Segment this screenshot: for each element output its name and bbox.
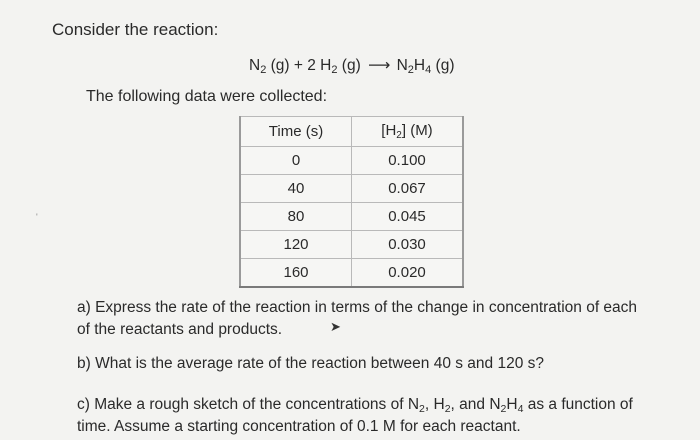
header-concentration: $[H_2]$ (M): [352, 117, 464, 147]
cell-time: 160: [240, 259, 352, 288]
table-row: [240, 203, 463, 231]
data-table: [239, 116, 464, 288]
reactant-state: (g) + 2 H: [266, 57, 332, 74]
table-row: [240, 147, 463, 175]
cell-conc: 0.045: [352, 203, 464, 231]
cell-time: 120: [240, 231, 352, 259]
reactant-n2: $N_2$: [249, 57, 267, 76]
question-c-line2: time. Assume a starting concentration of 0.1 M for each reactant.: [77, 418, 521, 435]
cell-conc: 0.020: [352, 259, 464, 288]
table-row: [240, 231, 463, 259]
table-header-row: [240, 117, 463, 147]
question-a-line2: of the reactants and products.: [77, 321, 283, 338]
header-time: Time (s): [240, 117, 352, 147]
table-row: [240, 175, 463, 203]
reaction-arrow-icon: ⟶: [368, 57, 390, 74]
cell-conc: 0.030: [352, 231, 464, 259]
cell-conc: 0.067: [352, 175, 464, 203]
question-c-line1: c) Make a rough sketch of the concentrations of $N_2$, $H_2$, and $N_2H_4$ as a function of: [77, 396, 633, 415]
mouse-cursor-icon: ➤: [330, 319, 341, 334]
stray-mark: ': [36, 212, 38, 222]
question-a-line1: a) Express the rate of the reaction in terms of the change in concentration of each: [77, 299, 638, 316]
table-row: [240, 259, 463, 288]
product-n2h4: $N_2H_4$ (g): [392, 57, 455, 76]
collected-text: The following data were collected:: [86, 88, 328, 105]
cell-time: 40: [240, 175, 352, 203]
reactant-h2-state: (g): [337, 57, 361, 74]
cell-conc: 0.100: [352, 147, 464, 175]
reaction-equation: $N_2$ (g) + 2 $H_2$ (g) ⟶ $N_2H_4$ (g): [249, 57, 455, 76]
cell-time: 0: [240, 147, 352, 175]
intro-text: Consider the reaction:: [52, 20, 219, 39]
question-b: b) What is the average rate of the reaction between 40 s and 120 s?: [77, 355, 545, 372]
cell-time: 80: [240, 203, 352, 231]
